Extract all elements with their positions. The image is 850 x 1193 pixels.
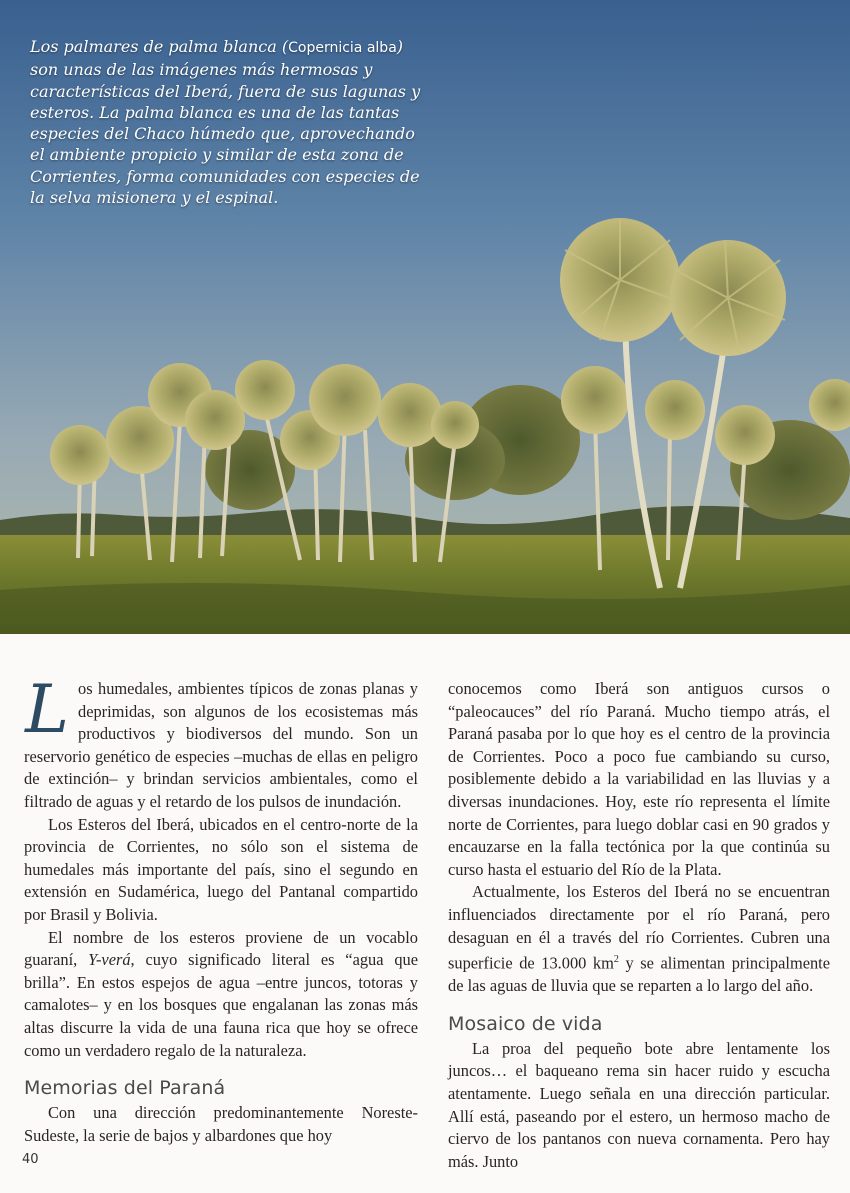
body-paragraph: El nombre de los esteros proviene de un vocablo guaraní, Y-verá, cuyo significado literal es “agua que brilla”. En estos espejos de agua –entre juncos, totoras y camalotes– y en los bosques que engalanan las zonas más altas discurre la vida de una fauna rica que hoy se ofrece como un verdadero regalo de la naturaleza. bbox=[24, 927, 418, 1060]
body-paragraph: Los Esteros del Iberá, ubicados en el centro-norte de la provincia de Corrientes, no sólo son el sistema de humedales más importante del país, sino el segundo en extensión en Sudamérica, luego del Pantanal compartido por Brasil y Bolivia. bbox=[24, 814, 418, 924]
section-heading: Mosaico de vida bbox=[448, 1012, 603, 1035]
drop-cap: L bbox=[25, 671, 69, 748]
body-paragraph: Actualmente, los Esteros del Iberá no se encuentran influenciados directamente por el río Paraná, pero desaguan en él a través del río Corrientes. Cubren una superficie de 13.000 $km^2$ y se alimentan principalmente de las aguas de lluvia que se reparten a lo largo del año. bbox=[448, 882, 830, 996]
body-paragraph: conocemos como Iberá son antiguos cursos o “paleocauces” del río Paraná. Mucho tiempo atrás, el Paraná pasaba por lo que hoy es el centro de la provincia de Corrientes. Poco a poco fue cambiando su curso, posiblemente debido a la variabilidad en las lluvias y a diversas inundaciones. Hoy, este río representa el límite norte de Corrientes, para luego doblar casi en 90 grados y encauzarse en la falla tectónica por la que continúa su curso hasta el estuario del Río de la Plata. bbox=[448, 679, 830, 879]
guarani-term: Y-verá bbox=[88, 950, 131, 970]
species-name: Copernicia alba bbox=[288, 40, 397, 56]
photo-caption: Los palmares de palma blanca (Copernicia alba) son unas de las imágenes más hermosas y características del Iberá, fuera de sus lagunas y esteros. La palma blanca es una de las tantas especies del Chaco húmedo que, aprovechando el ambiente propicio y similar de esta zona de Corrientes, forma comunidades con especies de la selva misionera y el espinal. bbox=[30, 37, 421, 208]
body-paragraph: Con una dirección predominantemente Noreste-Sudeste, la serie de bajos y albardones que hoy bbox=[24, 1103, 418, 1145]
body-paragraph: La proa del pequeño bote abre lentamente los juncos… el baqueano rema sin hacer ruido y escucha atentamente. Luego señala en una dirección particular. Allí está, paseando por el estero, un hermoso macho de ciervo de los pantanos con nueva cornamenta. Pero hay más. Junto bbox=[448, 1038, 830, 1171]
page-number: 40 bbox=[22, 1152, 39, 1167]
intro-paragraph: Los humedales, ambientes típicos de zonas planas y deprimidas, son algunos de los ecosistemas más productivos y biodiversos del mundo. Son un reservorio genético de especies –muchas de ellas en peligro de extinción– y brindan servicios ambientales, como el filtrado de aguas y el retardo de los pulsos de inundación. bbox=[24, 671, 418, 811]
right-text-column bbox=[448, 678, 830, 1173]
section-heading: Memorias del Paraná bbox=[24, 1077, 226, 1100]
left-text-column bbox=[24, 671, 418, 1147]
superscript: 2 bbox=[613, 954, 619, 966]
